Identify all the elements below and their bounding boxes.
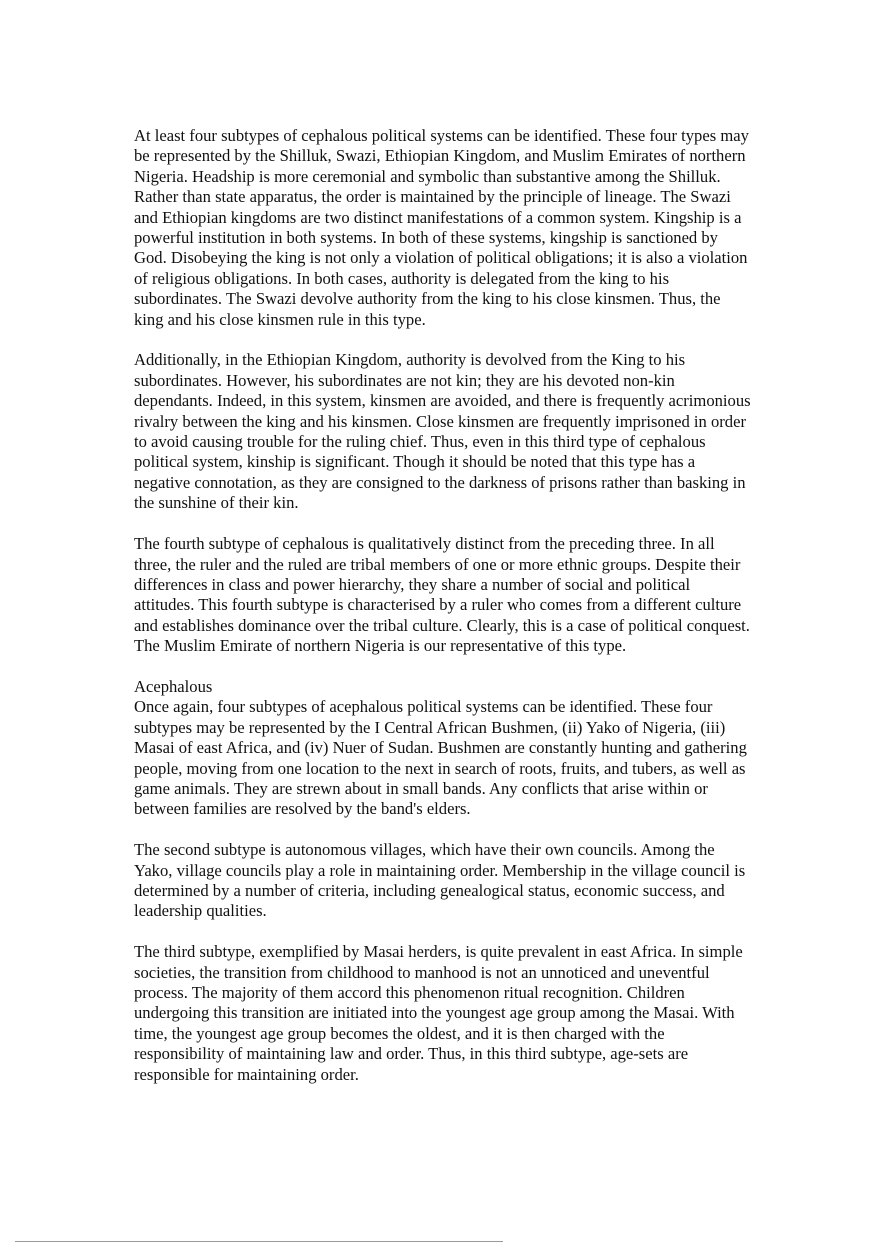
section-heading-acephalous: Acephalous [134,676,213,696]
paragraph-fourth-subtype: The fourth subtype of cephalous is qualitatively distinct from the preceding three. In all three, the ruler and the ruled are tribal members of one or more ethnic groups. Despite their differences in class and power hierarchy, they share a number of social and political attitudes. This fourth subtype is characterised by a ruler who comes from a different culture and establishes dominance over the tribal culture. Clearly, this is a case of political conquest. The Muslim Emirate of northern Nigeria is our representative of this type. [134,534,750,656]
paragraph-age-sets: The third subtype, exemplified by Masai herders, is quite prevalent in east Africa. In simple societies, the transition from childhood to manhood is not an unnoticed and uneventful process. The majority of them accord this phenomenon ritual recognition. Children undergoing this transition are initiated into the youngest age group among the Masai. With time, the youngest age group becomes the oldest, and it is then charged with the responsibility of maintaining law and order. Thus, in this third subtype, age-sets are responsible for maintaining order. [134,942,743,1084]
paragraph-autonomous-villages: The second subtype is autonomous villages, which have their own councils. Among the Yako, village councils play a role in maintaining order. Membership in the village council is determined by a number of criteria, including genealogical status, economic success, and leadership qualities. [134,840,746,921]
paragraph-cephalous-subtypes: At least four subtypes of cephalous political systems can be identified. These four types may be represented by the Shilluk, Swazi, Ethiopian Kingdom, and Muslim Emirates of northern Nigeria. Headship is more ceremonial and symbolic than substantive among the Shilluk. Rather than state apparatus, the order is maintained by the principle of lineage. The Swazi and Ethiopian kingdoms are two distinct manifestations of a common system. Kingship is a powerful institution in both systems. In both of these systems, kingship is sanctioned by God. Disobeying the king is not only a violation of political obligations; it is also a violation of religious obligations. In both cases, authority is delegated from the king to his subordinates. The Swazi devolve authority from the king to his close kinsmen. Thus, the king and his close kinsmen rule in this type. [134,126,749,329]
document-body [134,126,752,1105]
paragraph-acephalous-subtypes: Once again, four subtypes of acephalous political systems can be identified. These four subtypes may be represented by the I Central African Bushmen, (ii) Yako of Nigeria, (iii) Masai of east Africa, and (iv) Nuer of Sudan. Bushmen are constantly hunting and gathering people, moving from one location to the next in search of roots, fruits, and tubers, as well as game animals. They are strewn about in small bands. Any conflicts that arise within or between families are resolved by the band's elders. [134,697,747,819]
footer-divider [15,1241,503,1242]
paragraph-ethiopian-kingdom: Additionally, in the Ethiopian Kingdom, authority is devolved from the King to his subordinates. However, his subordinates are not kin; they are his devoted non-kin dependants. Indeed, in this system, kinsmen are avoided, and there is frequently acrimonious rivalry between the king and his kinsmen. Close kinsmen are frequently imprisoned in order to avoid causing trouble for the ruling chief. Thus, even in this third type of cephalous political system, kinship is significant. Though it should be noted that this type has a negative connotation, as they are consigned to the darkness of prisons rather than basking in the sunshine of their kin. [134,350,751,513]
